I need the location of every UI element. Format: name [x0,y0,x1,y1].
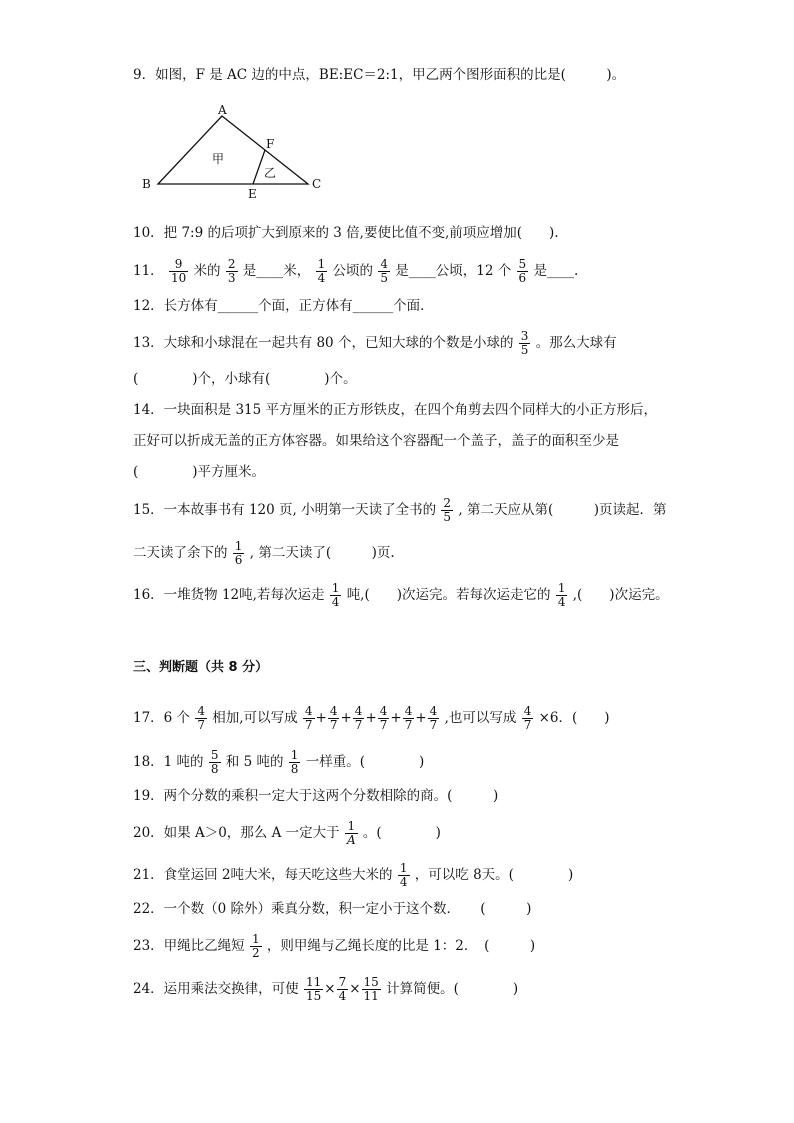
q17-text-b: 相加,可以写成 [212,710,298,726]
q24-text-b: 计算简便。( ) [386,981,519,997]
triangle-figure [138,100,328,200]
fraction: $\frac{5}{6}$ [518,257,527,285]
q15-text-c: 二天读了余下的 [133,545,228,561]
q11-text-e: 是____公顷，12 个 [395,263,516,279]
q16-text-a: 16．一堆货物 12吨,若每次运走 [133,587,325,603]
q15-text-a: 15．一本故事书有 120 页, 小明第一天读了全书的 [133,502,437,518]
question-14-line1 [133,401,657,419]
question-9 [133,66,625,84]
fraction: $\frac{1}{A}$ [346,819,356,847]
question-18 [133,749,424,776]
question-11 [133,258,578,285]
question-23 [133,933,535,960]
fraction: $\frac{3}{5}$ [520,329,529,357]
q16-text-b: 吨,( )次运完。若每次运走它的 [346,587,551,603]
fraction: $\frac{4}{5}$ [380,257,388,285]
label-c: C [312,177,322,191]
q11-text-f: 是____. [533,263,579,279]
question-12-text: 12．长方体有______个面，正方体有______个面． [133,298,434,314]
q11-text-d: 公顷的 [332,263,374,279]
fraction: $\frac{1}{6}$ [234,539,243,567]
q18-text-c: 一样重。( ) [305,754,425,770]
label-e: E [248,187,257,200]
q15-text-d: , 第二天读了( )页. [249,545,395,561]
q14-text-1: 14．一块面积是 315 平方厘米的正方形铁皮，在四个角剪去四个同样大的小正方形后， [133,402,658,418]
label-yi: 乙 [264,166,277,180]
q17-text-c: ,也可以写成 [444,710,517,726]
fraction: $\frac{4}{7}$ [379,704,388,732]
fraction: $\frac{2}{3}$ [227,257,236,285]
q23-text-b: ，则甲绳与乙绳长度的比是 1：2． ( ) [266,938,536,954]
q11-text-a: 11． [133,263,164,279]
question-19 [133,787,498,805]
question-14-line2 [133,432,619,450]
q13-text-b: 。那么大球有 [535,335,617,351]
q20-text-b: 。( ) [362,825,441,841]
fraction: $\frac{15}{11}$ [363,975,379,1003]
q18-text-a: 18．1 吨的 [133,754,204,770]
q21-text-b: ，可以吃 8天。( ) [414,867,574,883]
fraction: $\frac{4}{7}$ [304,704,313,732]
question-10 [133,224,559,242]
q15-text-b: , 第二天应从第( )页读起．第 [458,502,667,518]
triangle-abc [158,116,308,184]
label-jia: 甲 [212,152,225,166]
q11-text-b: 米的 [193,263,221,279]
q14-text-2: 正好可以折成无盖的正方体容器。如果给这个容器配一个盖子，盖子的面积至少是 [133,433,619,449]
question-10-text: 10．把 7:9 的后项扩大到原来的 3 倍,要使比值不变,前项应增加( ). [133,225,559,241]
question-20 [133,820,441,847]
fraction: $\frac{1}{4}$ [557,581,566,609]
fraction: $\frac{1}{4}$ [317,257,326,285]
q21-text-a: 21．食堂运回 2吨大米，每天吃这些大米的 [133,867,393,883]
q17-text-a: 17．6 个 [133,710,191,726]
fraction: $\frac{4}{7}$ [329,704,338,732]
question-22 [133,900,531,918]
fraction: $\frac{4}{7}$ [429,704,438,732]
q13-text-c: ( )个，小球有( )个。 [133,371,357,387]
fraction: $\frac{11}{15}$ [305,975,322,1003]
q17-text-d: ×6．( ) [538,710,610,726]
question-14-line3 [133,463,265,481]
question-9-text: 9．如图，F 是 AC 边的中点，BE:EC＝2:1，甲乙两个图形面积的比是( )。 [133,67,626,83]
fraction: $\frac{1}{8}$ [290,748,299,776]
question-16 [133,582,669,609]
question-19-text: 19．两个分数的乘积一定大于这两个分数相除的商。( ) [133,788,499,804]
fraction: $\frac{5}{8}$ [210,748,219,776]
q18-text-b: 和 5 吨的 [225,754,284,770]
q20-text-a: 20．如果 A＞0，那么 A 一定大于 [133,825,340,841]
fraction: $\frac{1}{4}$ [399,861,408,889]
question-24: 24．运用乘法交换律，可使 $\frac{11}{15}$ × $\frac{7}{4}$ × $\frac{15}{11}$ 计算简便。( ) [133,975,519,1003]
question-15-line1 [133,497,666,524]
label-b: B [142,177,151,191]
fraction: $\frac{1}{2}$ [251,932,260,960]
question-13-line2 [133,370,357,388]
fraction: $\frac{7}{4}$ [338,975,347,1003]
question-15-line2 [133,540,395,567]
section-title: 三、判断题（共 8 分） [133,660,269,675]
q23-text-a: 23．甲绳比乙绳短 [133,938,249,954]
q14-text-3: ( )平方厘米。 [133,464,266,480]
fraction: $\frac{1}{4}$ [331,581,340,609]
fraction: $\frac{4}{7}$ [404,704,413,732]
question-17: 17．6 个 $\frac{4}{7}$ 相加,可以写成 $\frac{4}{7}$ + $\frac{4}{7}$ + $\frac{4}{7}$ + $\frac{4}{7}$ + $\frac{4}{7}$ + $\frac{4}{7}$ ,也可以写成 $\frac{4}{7}$ ×6．( ) [133,704,610,732]
fraction: $\frac{4}{7}$ [197,704,205,732]
q13-text-a: 13．大球和小球混在一起共有 80 个，已知大球的个数是小球的 [133,335,514,351]
fraction: $\frac{9}{10}$ [170,257,187,285]
label-f: F [266,137,275,151]
question-12 [133,297,434,315]
q11-text-c: 是____米， [242,263,311,279]
question-21 [133,862,573,889]
question-13 [133,330,617,357]
fraction: $\frac{4}{7}$ [354,704,363,732]
question-22-text: 22．一个数（0 除外）乘真分数，积一定小于这个数． ( ) [133,901,532,917]
label-a: A [218,103,227,117]
fraction: $\frac{2}{5}$ [443,496,452,524]
q24-text-a: 24．运用乘法交换律，可使 [133,981,299,997]
q16-text-c: ,( )次运完。 [572,587,669,603]
fraction: $\frac{4}{7}$ [523,704,532,732]
